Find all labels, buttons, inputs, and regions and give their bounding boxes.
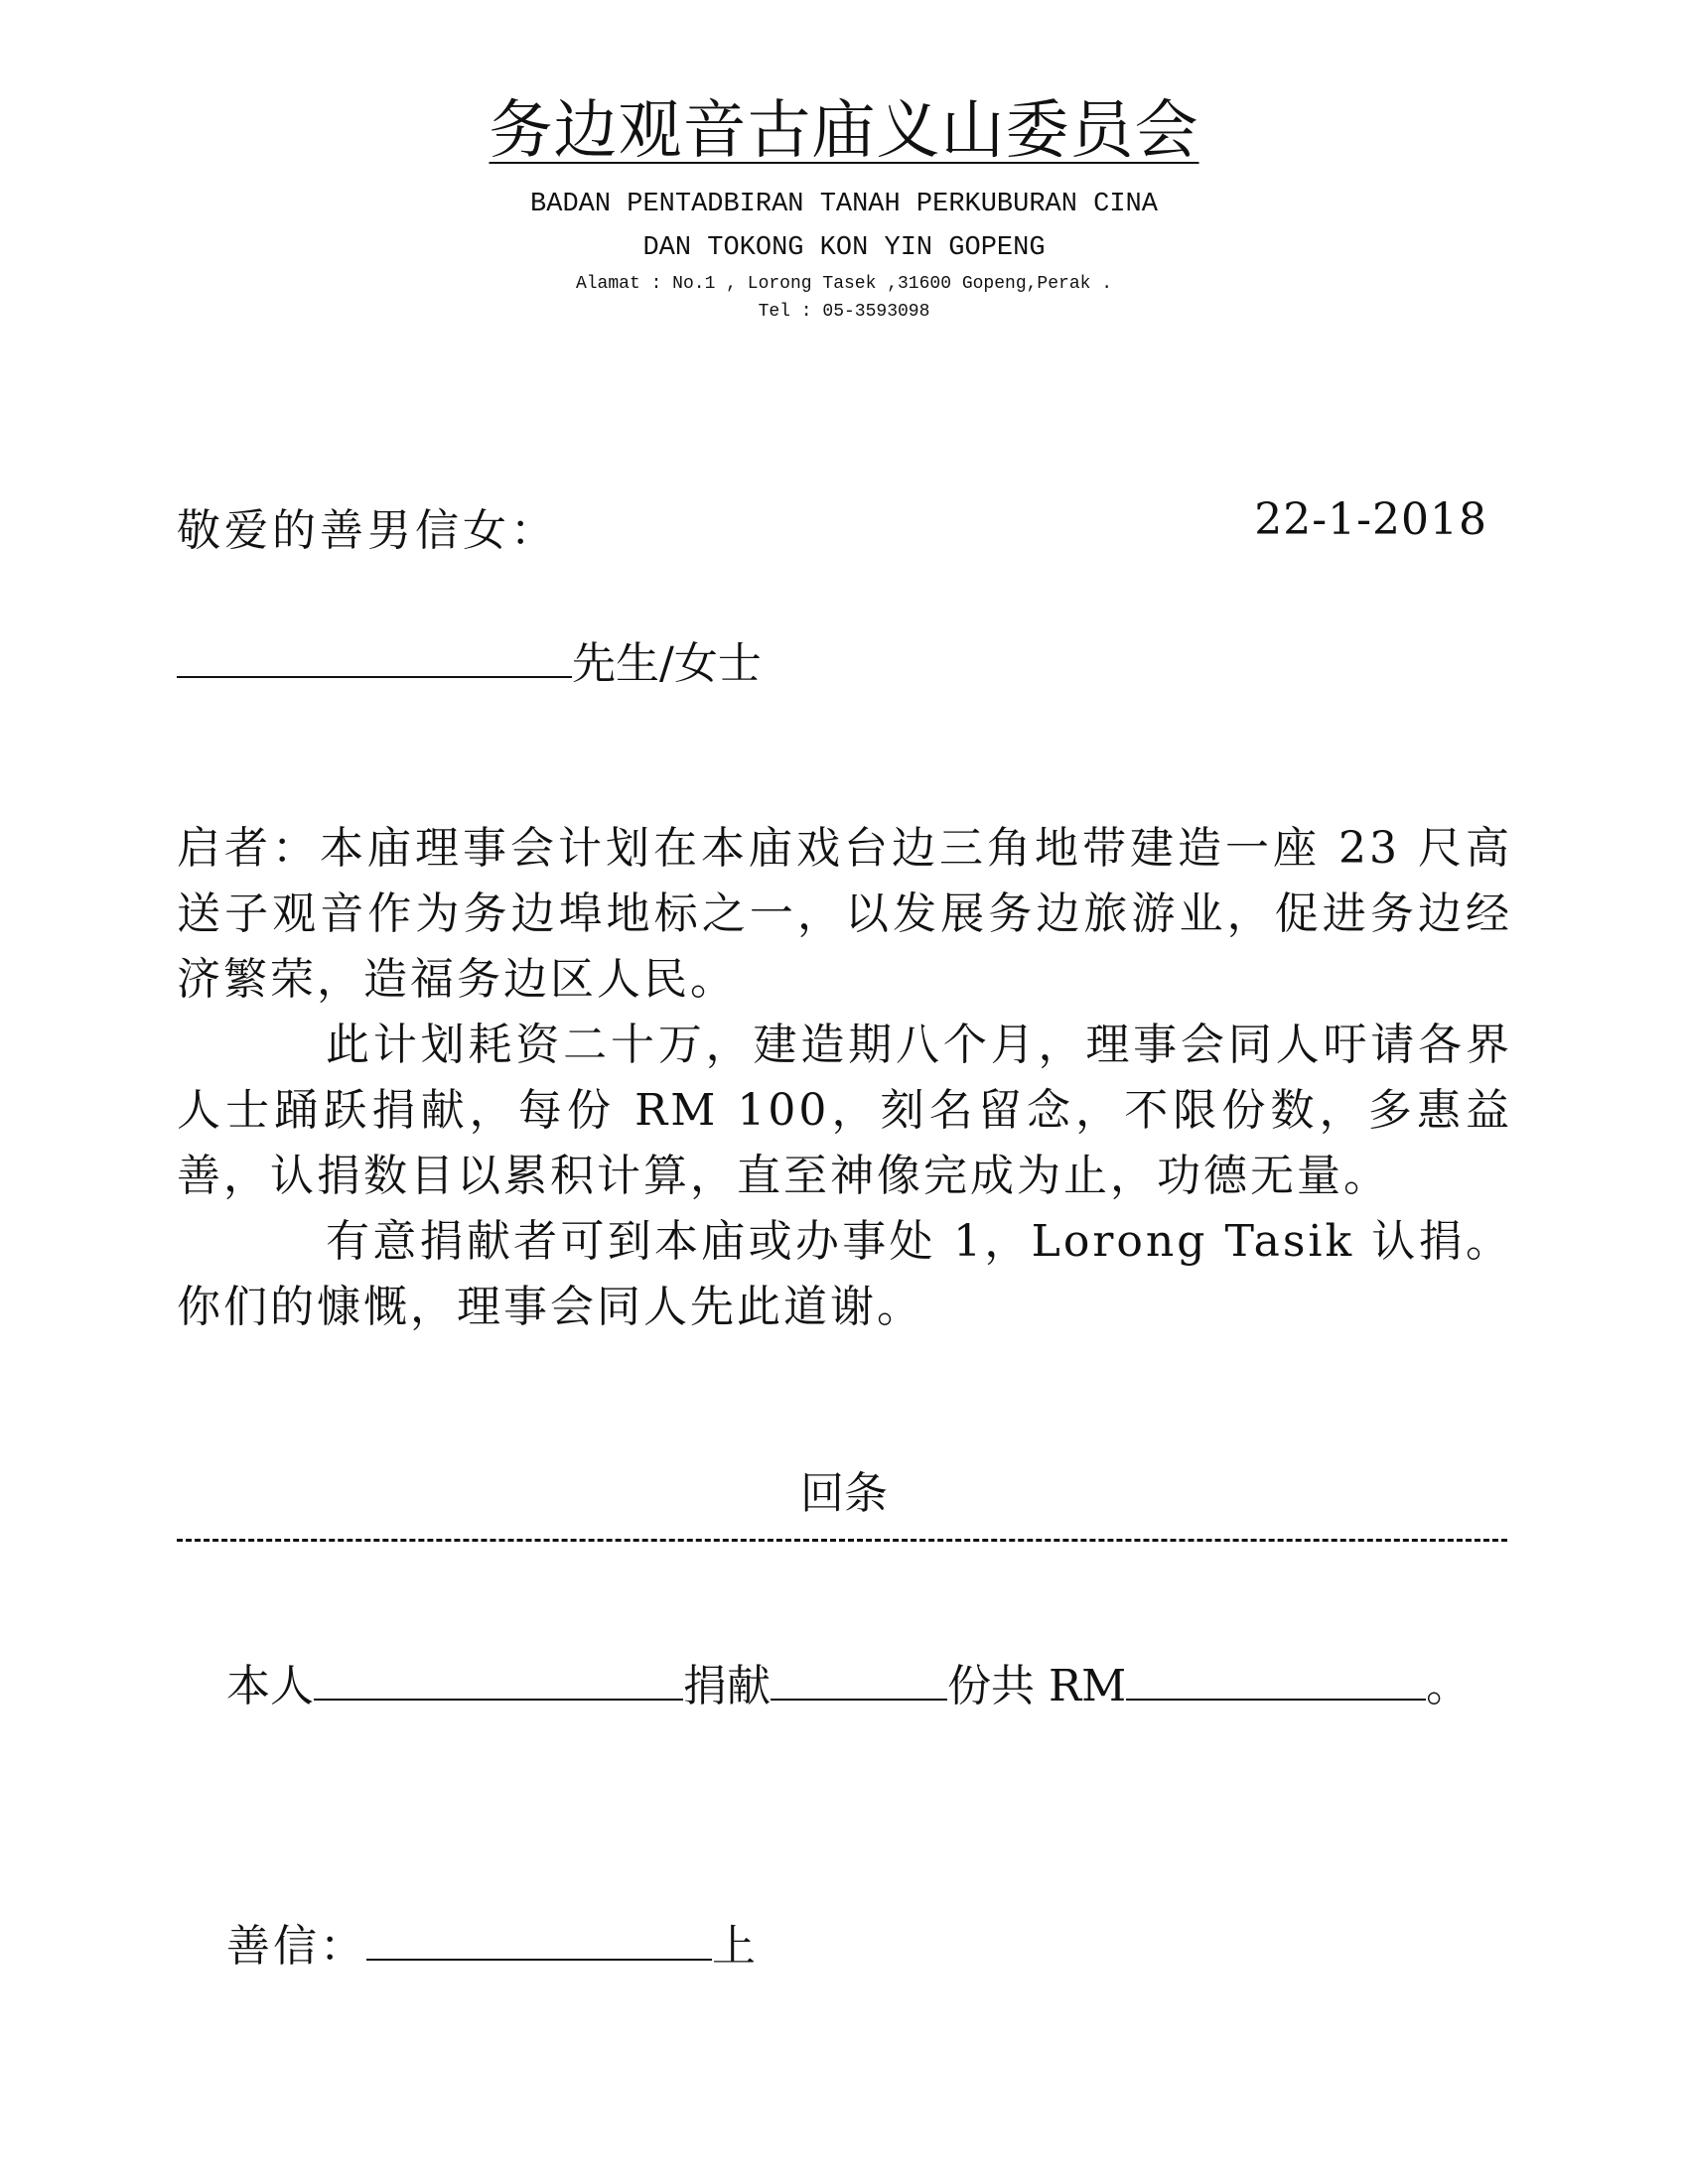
label-self: 本人 <box>226 1661 314 1711</box>
total-amount-blank[interactable] <box>1126 1657 1426 1701</box>
organization-subtitle-line-2: DAN TOKONG KON YIN GOPENG <box>642 233 1046 263</box>
signature-line <box>226 1910 759 1974</box>
letter-date: 22-1-2018 <box>1254 494 1487 545</box>
label-donate: 捐献 <box>683 1661 771 1711</box>
body-paragraph-3: 有意捐献者可到本庙或办事处 1，Lorong Tasik 认捐。你们的慷慨，理事会同人先此道谢。 <box>177 1216 1512 1332</box>
label-shares-total: 份共 RM <box>947 1661 1127 1711</box>
donor-name-blank[interactable] <box>314 1657 683 1701</box>
tear-off-dashed-line <box>177 1539 1507 1542</box>
body-paragraph-2: 此计划耗资二十万，建造期八个月，理事会同人吁请各界人士踊跃捐献，每份 RM 100，刻名留念，不限份数，多惠益善，认捐数目以累积计算，直至神像完成为止，功德无量。 <box>177 1020 1512 1201</box>
body-paragraph-1: 启者：本庙理事会计划在本庙戏台边三角地带建造一座 23 尺高送子观音作为务边埠地标之一，以发展务边旅游业，促进务边经济繁荣，造福务边区人民。 <box>177 823 1512 1005</box>
recipient-title: 先生/女士 <box>572 638 762 689</box>
recipient-line <box>177 627 762 691</box>
end-mark: 。 <box>1426 1661 1471 1711</box>
signature-suffix: 上 <box>712 1921 759 1972</box>
organization-address: Alamat : No.1 , Lorong Tasek ,31600 Gopeng,Perak . <box>575 274 1113 294</box>
salutation: 敬爱的善男信女： <box>177 505 558 556</box>
salutation-row <box>177 494 1487 554</box>
organization-telephone: Tel : 05-3593098 <box>758 302 930 322</box>
letter-body <box>177 816 1512 1340</box>
reply-slip-fields <box>226 1650 1470 1713</box>
organization-title: 务边观音古庙义山委员会 <box>489 94 1199 168</box>
signature-label: 善信： <box>226 1921 366 1972</box>
organization-subtitle <box>0 183 1688 270</box>
signature-name-blank[interactable] <box>366 1917 712 1961</box>
recipient-name-blank[interactable] <box>177 634 572 678</box>
shares-count-blank[interactable] <box>771 1657 947 1701</box>
reply-slip-title: 回条 <box>800 1468 888 1519</box>
organization-subtitle-line-1: BADAN PENTADBIRAN TANAH PERKUBURAN CINA <box>530 190 1158 219</box>
letterhead <box>0 79 1688 326</box>
